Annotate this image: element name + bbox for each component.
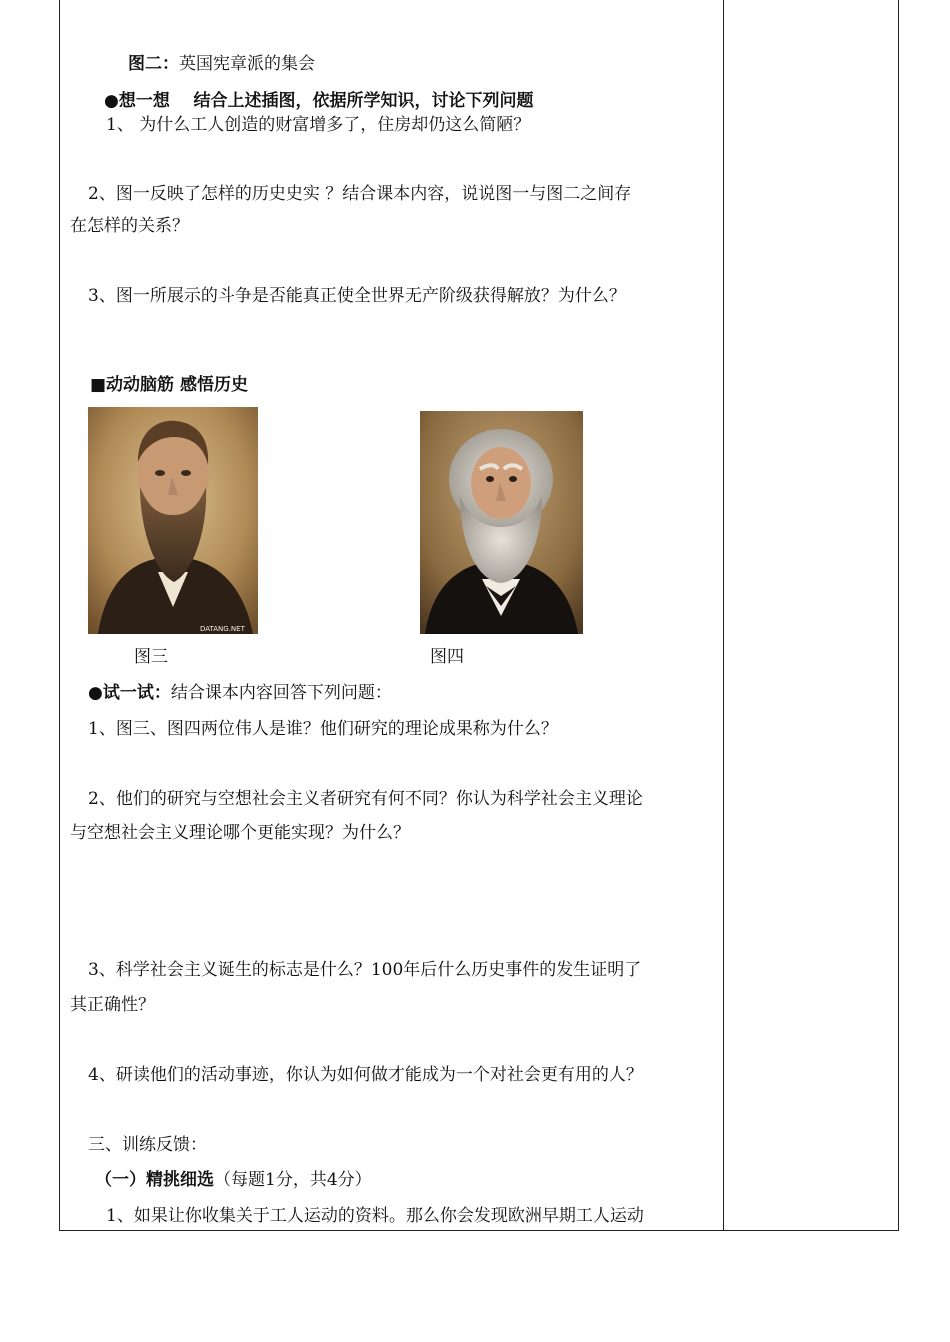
try-text: 结合课本内容回答下列问题：	[170, 683, 392, 703]
fig2-label: 图二：	[128, 54, 179, 74]
try-marker: ●试一试：	[88, 683, 171, 703]
choice-label: （一）精挑细选	[95, 1170, 214, 1190]
think-question-2: 2、图一反映了怎样的历史史实 ？结合课本内容，说说图一与图二之间存	[88, 184, 632, 204]
try-question-1: 1、图三、图四两位伟人是谁？他们研究的理论成果称为什么？	[88, 719, 558, 739]
try-question-4: 4、研读他们的活动事迹，你认为如何做才能成为一个对社会更有用的人？	[88, 1065, 643, 1085]
think-question-3: 3、图一所展示的斗争是否能真正使全世界无产阶级获得解放？为什么？	[88, 286, 626, 306]
portrait-fig3	[88, 407, 258, 634]
choice-heading	[95, 1168, 372, 1192]
try-question-3: 3、科学社会主义诞生的标志是什么？100年后什么历史事件的发生证明了	[88, 960, 642, 980]
think-marker: ●想一想	[104, 91, 170, 111]
fig3-caption: 图三	[134, 647, 168, 667]
try-question-2-cont: 与空想社会主义理论哪个更能实现？为什么？	[70, 823, 410, 843]
portrait-fig4	[420, 411, 583, 634]
section-brain-heading: ■动动脑筋 感悟历史	[90, 375, 248, 395]
column-divider	[723, 0, 724, 1230]
section-feedback-heading: 三、训练反馈：	[88, 1135, 207, 1155]
portrait-watermark: DATANG.NET	[200, 625, 245, 633]
fig2-caption	[128, 52, 315, 76]
try-question-2: 2、他们的研究与空想社会主义者研究有何不同？你认为科学社会主义理论	[88, 789, 643, 809]
try-question-3-cont: 其正确性？	[70, 995, 155, 1015]
fig4-caption: 图四	[430, 647, 464, 667]
think-title: 结合上述插图，依据所学知识，讨论下列问题	[193, 91, 534, 111]
choice-question-1: 1、如果让你收集关于工人运动的资料。那么你会发现欧洲早期工人运动	[106, 1206, 644, 1226]
choice-note: （每题1分，共4分）	[214, 1170, 372, 1190]
think-heading	[104, 89, 534, 113]
fig2-text: 英国宪章派的集会	[179, 54, 315, 74]
think-question-1: 1、 为什么工人创造的财富增多了，住房却仍这么简陋？	[106, 115, 531, 135]
try-heading	[88, 681, 392, 705]
portrait-fig4-image	[420, 411, 583, 634]
think-question-2-cont: 在怎样的关系？	[70, 216, 189, 236]
portrait-fig3-image	[88, 407, 258, 634]
